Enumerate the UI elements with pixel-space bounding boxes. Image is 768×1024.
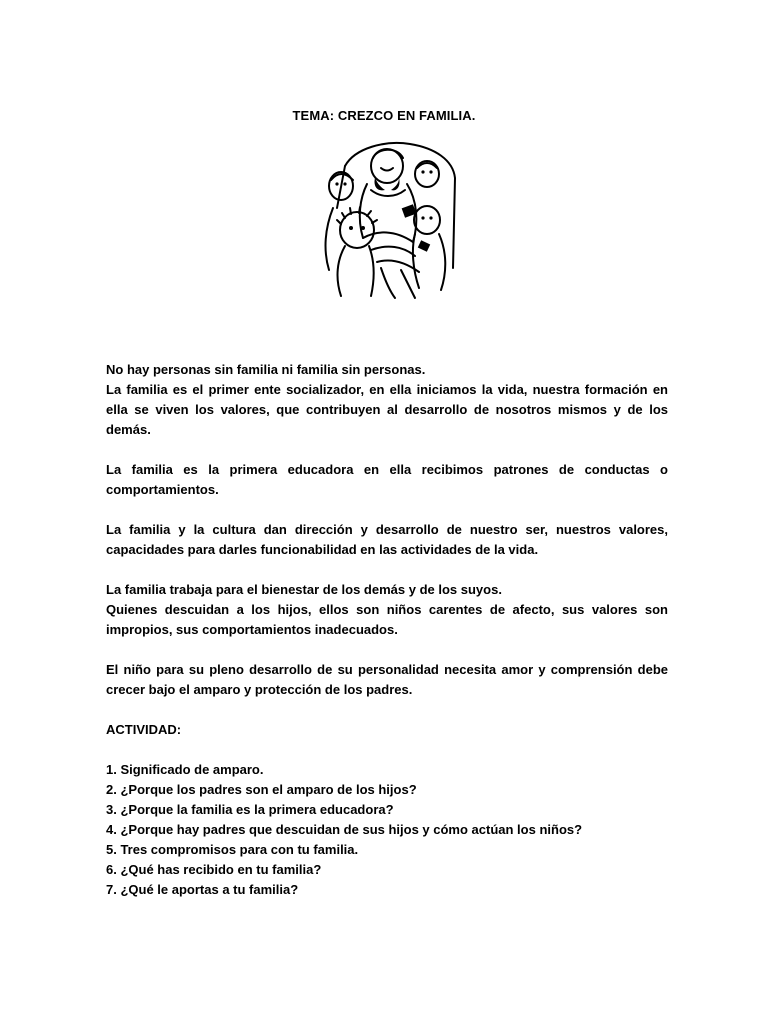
- paragraph-line: La familia es el primer ente socializador, en ella iniciamos la vida, nuestra formación en ella se viven los valores, que contribuyen al desarrollo de nosotros mismos y de los demás.: [106, 382, 668, 437]
- activity-heading: ACTIVIDAD:: [106, 722, 182, 737]
- paragraph-line: El niño para su pleno desarrollo de su personalidad necesita amor y comprensión debe crecer bajo el amparo y protección de los padres.: [106, 662, 668, 697]
- paragraph: [106, 520, 668, 560]
- paragraph-line: No hay personas sin familia ni familia sin personas.: [106, 362, 426, 377]
- paragraph: [106, 460, 668, 500]
- activity-item: 3. ¿Porque la familia es la primera educadora?: [106, 802, 394, 817]
- paragraph-line: La familia es la primera educadora en ella recibimos patrones de conductas o comportamientos.: [106, 462, 668, 497]
- activity-item: 5. Tres compromisos para con tu familia.: [106, 842, 359, 857]
- paragraph-line: La familia trabaja para el bienestar de los demás y de los suyos.: [106, 582, 502, 597]
- paragraph-line: Quienes descuidan a los hijos, ellos son niños carentes de afecto, sus valores son impropios, sus comportamientos inadecuados.: [106, 602, 668, 637]
- paragraph-line: La familia y la cultura dan dirección y desarrollo de nuestro ser, nuestros valores, capacidades para darles funcionabilidad en las actividades de la vida.: [106, 522, 668, 557]
- activity-item: 7. ¿Qué le aportas a tu familia?: [106, 882, 299, 897]
- document-body: [106, 360, 668, 900]
- activity-item: 2. ¿Porque los padres son el amparo de los hijos?: [106, 782, 417, 797]
- paragraph: [106, 360, 668, 440]
- page-title: TEMA: CREZCO EN FAMILIA.: [292, 108, 476, 123]
- activity-item: 1. Significado de amparo.: [106, 762, 264, 777]
- family-group-illustration-icon: [315, 138, 465, 300]
- activity-list: [106, 760, 668, 900]
- paragraph: [106, 580, 668, 640]
- activity-item: 4. ¿Porque hay padres que descuidan de sus hijos y cómo actúan los niños?: [106, 822, 583, 837]
- paragraph: [106, 660, 668, 700]
- activity-item: 6. ¿Qué has recibido en tu familia?: [106, 862, 322, 877]
